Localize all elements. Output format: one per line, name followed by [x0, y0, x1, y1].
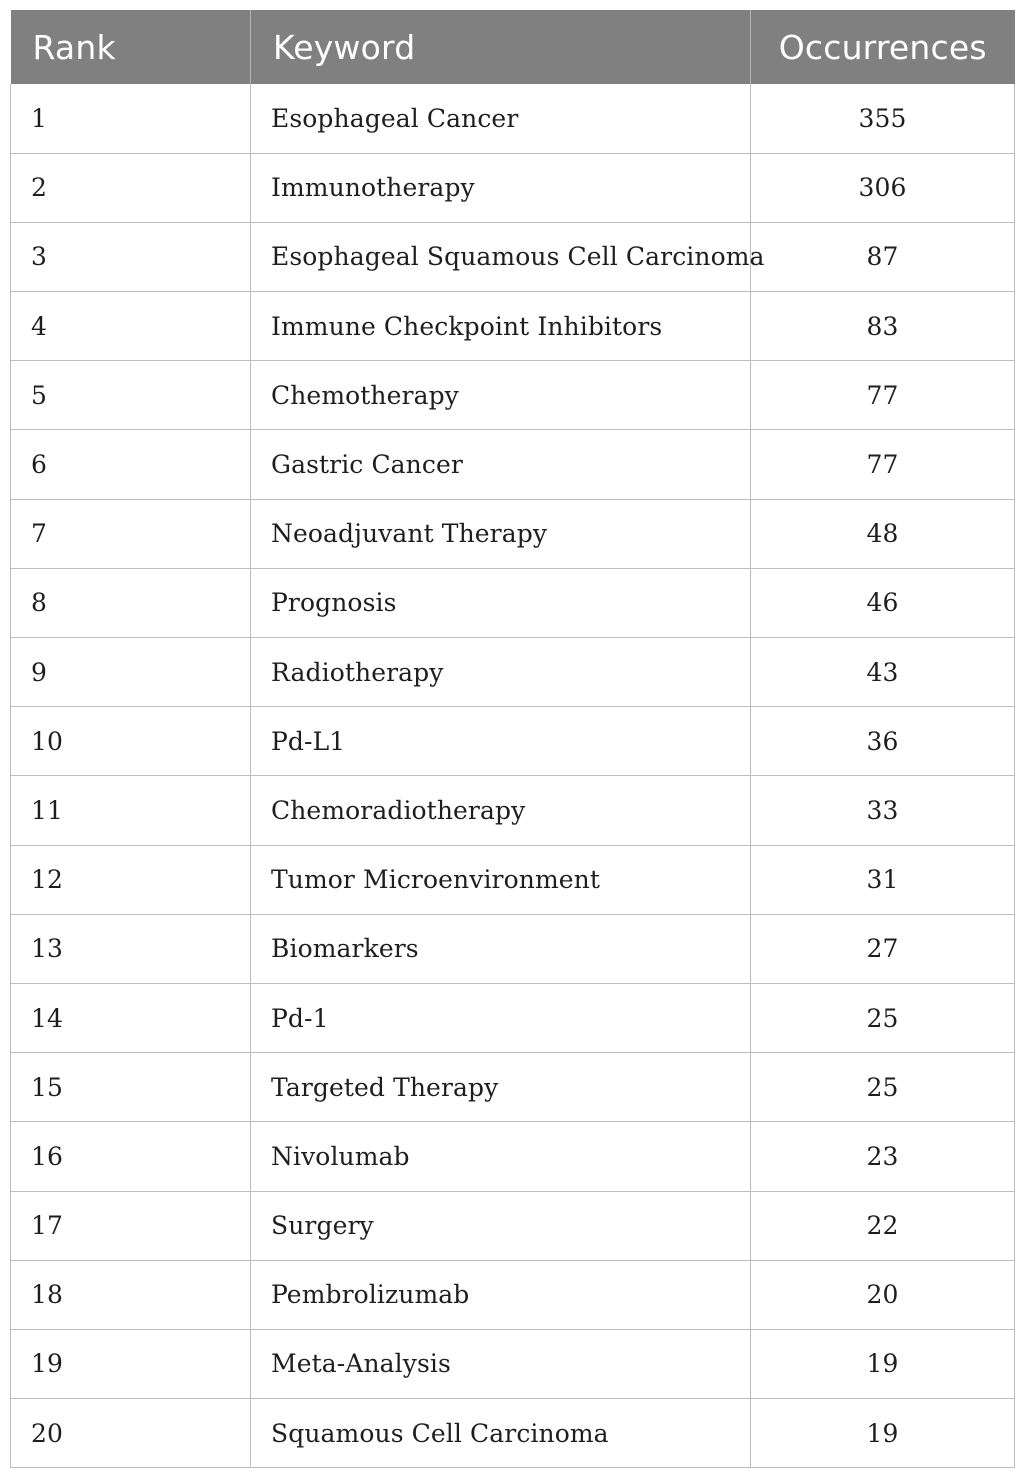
keyword-cell: Esophageal Squamous Cell Carcinoma — [251, 222, 751, 291]
occurrences-cell: 25 — [751, 983, 1015, 1052]
keyword-cell: Squamous Cell Carcinoma — [251, 1399, 751, 1468]
keyword-cell: Prognosis — [251, 568, 751, 637]
rank-cell: 3 — [11, 222, 251, 291]
keyword-cell: Pembrolizumab — [251, 1260, 751, 1329]
keyword-cell: Pd-L1 — [251, 707, 751, 776]
occurrences-cell: 48 — [751, 499, 1015, 568]
table-row — [11, 983, 1015, 1052]
keyword-occurrence-table — [10, 10, 1015, 1468]
keyword-cell: Chemoradiotherapy — [251, 776, 751, 845]
table-row — [11, 638, 1015, 707]
table-header — [11, 10, 1015, 84]
table-row — [11, 430, 1015, 499]
rank-cell: 16 — [11, 1122, 251, 1191]
keyword-cell: Gastric Cancer — [251, 430, 751, 499]
table-row — [11, 707, 1015, 776]
occurrences-cell: 77 — [751, 361, 1015, 430]
occurrences-cell: 19 — [751, 1329, 1015, 1398]
keyword-cell: Radiotherapy — [251, 638, 751, 707]
occurrences-cell: 31 — [751, 845, 1015, 914]
keyword-cell: Chemotherapy — [251, 361, 751, 430]
keyword-cell: Immune Checkpoint Inhibitors — [251, 292, 751, 361]
table-row — [11, 153, 1015, 222]
rank-cell: 18 — [11, 1260, 251, 1329]
rank-cell: 19 — [11, 1329, 251, 1398]
occurrences-cell: 19 — [751, 1399, 1015, 1468]
occurrences-cell: 83 — [751, 292, 1015, 361]
table-row — [11, 84, 1015, 153]
rank-cell: 11 — [11, 776, 251, 845]
table-row — [11, 776, 1015, 845]
table-row — [11, 1260, 1015, 1329]
table-row — [11, 499, 1015, 568]
occurrences-cell: 36 — [751, 707, 1015, 776]
keyword-table-container — [10, 10, 1014, 1468]
table-body — [11, 84, 1015, 1468]
table-row — [11, 292, 1015, 361]
keyword-cell: Immunotherapy — [251, 153, 751, 222]
occurrences-cell: 20 — [751, 1260, 1015, 1329]
table-row — [11, 1122, 1015, 1191]
occurrences-cell: 23 — [751, 1122, 1015, 1191]
occurrences-cell: 87 — [751, 222, 1015, 291]
rank-cell: 8 — [11, 568, 251, 637]
rank-cell: 17 — [11, 1191, 251, 1260]
table-row — [11, 1053, 1015, 1122]
header-rank: Rank — [11, 10, 251, 84]
rank-cell: 15 — [11, 1053, 251, 1122]
rank-cell: 1 — [11, 84, 251, 153]
table-row — [11, 568, 1015, 637]
occurrences-cell: 25 — [751, 1053, 1015, 1122]
rank-cell: 2 — [11, 153, 251, 222]
occurrences-cell: 306 — [751, 153, 1015, 222]
occurrences-cell: 22 — [751, 1191, 1015, 1260]
rank-cell: 7 — [11, 499, 251, 568]
keyword-cell: Neoadjuvant Therapy — [251, 499, 751, 568]
keyword-cell: Esophageal Cancer — [251, 84, 751, 153]
rank-cell: 6 — [11, 430, 251, 499]
rank-cell: 10 — [11, 707, 251, 776]
keyword-cell: Meta-Analysis — [251, 1329, 751, 1398]
header-occurrences: Occurrences — [778, 27, 987, 67]
table-row — [11, 845, 1015, 914]
keyword-cell: Nivolumab — [251, 1122, 751, 1191]
keyword-cell: Surgery — [251, 1191, 751, 1260]
occurrences-cell: 77 — [751, 430, 1015, 499]
rank-cell: 5 — [11, 361, 251, 430]
occurrences-cell: 43 — [751, 638, 1015, 707]
occurrences-cell: 46 — [751, 568, 1015, 637]
keyword-cell: Tumor Microenvironment — [251, 845, 751, 914]
rank-cell: 4 — [11, 292, 251, 361]
rank-cell: 14 — [11, 983, 251, 1052]
rank-cell: 20 — [11, 1399, 251, 1468]
table-row — [11, 1329, 1015, 1398]
header-keyword: Keyword — [251, 10, 751, 84]
table-row — [11, 914, 1015, 983]
table-row — [11, 361, 1015, 430]
rank-cell: 13 — [11, 914, 251, 983]
keyword-cell: Targeted Therapy — [251, 1053, 751, 1122]
table-row — [11, 1399, 1015, 1468]
keyword-cell: Pd-1 — [251, 983, 751, 1052]
table-row — [11, 222, 1015, 291]
table-row — [11, 1191, 1015, 1260]
keyword-cell: Biomarkers — [251, 914, 751, 983]
header-row — [11, 10, 1015, 84]
occurrences-cell: 33 — [751, 776, 1015, 845]
occurrences-cell: 355 — [751, 84, 1015, 153]
rank-cell: 12 — [11, 845, 251, 914]
occurrences-cell: 27 — [751, 914, 1015, 983]
rank-cell: 9 — [11, 638, 251, 707]
